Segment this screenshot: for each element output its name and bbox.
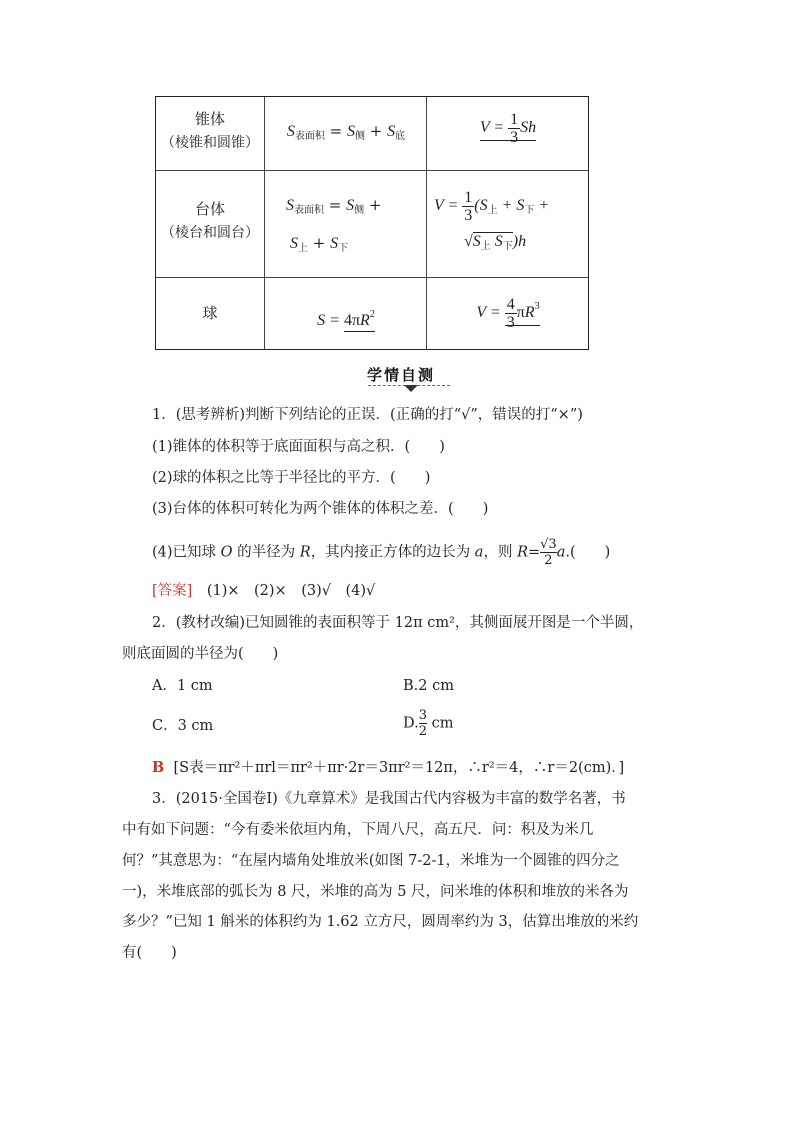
answer-label: [答案] xyxy=(152,583,193,599)
q3-line-1: 3．(2015·全国卷Ⅰ)《九章算术》是我国古代内容极为丰富的数学名著，书 xyxy=(152,791,626,807)
row-cone-area: $S_{表面积} = S_侧 + S_底$ xyxy=(286,122,406,142)
q3-line-2: 中有如下问题：“今有委米依垣内角，下周八尺，高五尺．问：积及为米几 xyxy=(122,822,594,838)
q3-line-6: 有( ) xyxy=(122,945,177,961)
q2-option-a: A．1 cm xyxy=(152,678,213,694)
q1-item-3: (3)台体的体积可转化为两个锥体的体积之差．( ) xyxy=(152,501,489,517)
row-sphere-name: 球 xyxy=(202,304,218,322)
q2-option-d: D. $\frac{3}{2}$ cm xyxy=(403,708,454,739)
formula-table xyxy=(155,96,589,350)
q2-stem-line2: 则底面圆的半径为( ) xyxy=(122,646,279,662)
triangle-down-icon xyxy=(404,385,418,392)
table-divider xyxy=(156,170,588,171)
q1-item-1: (1)锥体的体积等于底面面积与高之积．( ) xyxy=(152,439,445,455)
q3-line-4: 一)，米堆底部的弧长为 8 尺，米堆的高为 5 尺，问米堆的体积和堆放的米各为 xyxy=(122,884,629,900)
q1-answer: [答案] (1)× (2)× (3)√ (4)√ xyxy=(152,583,376,599)
table-divider xyxy=(156,277,588,278)
q2-option-b: B.2 cm xyxy=(403,678,454,694)
q2-option-c: C．3 cm xyxy=(152,718,214,734)
q2-stem-line1: 2．(教材改编)已知圆锥的表面积等于 12π cm²，其侧面展开图是一个半圆， xyxy=(152,615,644,631)
row-frustum-volume: V = $\frac{1}{3}$ ($S_上 + S_下$ + $√S_上$ $S_下)h$ xyxy=(434,189,550,252)
q2-solution: B [S表＝πr²＋πrl＝πr²＋πr·2r＝3πr²＝12π，∴r²＝4，∴r＝2(cm)．] xyxy=(152,759,625,776)
q1-item-4: (4)已知球 O 的半径为 R，其内接正方体的边长为 a，则 R= $\frac{√3}{2}a$.( ) xyxy=(152,537,611,568)
row-cone-volume: V = $\frac{1}{3}$ Sh xyxy=(479,111,537,146)
row-cone-name: 锥体 （棱锥和圆锥） xyxy=(161,110,259,151)
q1-item-2: (2)球的体积之比等于半径比的平方．( ) xyxy=(152,470,431,486)
q3-line-5: 多少？”已知 1 斛米的体积约为 1.62 立方尺，圆周率约为 3，估算出堆放的米约 xyxy=(122,914,639,930)
table-divider xyxy=(264,97,265,349)
row-frustum-name: 台体 （棱台和圆台） xyxy=(161,200,259,241)
row-sphere-area: $S = 4\pi R^2$ xyxy=(268,303,424,333)
section-title: 学情自测 xyxy=(367,366,436,384)
q1-stem: 1．(思考辨析)判断下列结论的正误．(正确的打“√”，错误的打“×”) xyxy=(152,407,583,423)
row-frustum-area: $S_{表面积} = S_侧$ + $S_上 + S_下$ xyxy=(286,196,382,254)
answer-letter: B xyxy=(152,759,165,776)
row-sphere-volume: V = $\frac{4}{3}$ $\pi R^3$ xyxy=(476,295,540,331)
q3-line-3: 何？”其意思为：“在屋内墙角处堆放米(如图 7-2-1，米堆为一个圆锥的四分之 xyxy=(122,853,620,869)
